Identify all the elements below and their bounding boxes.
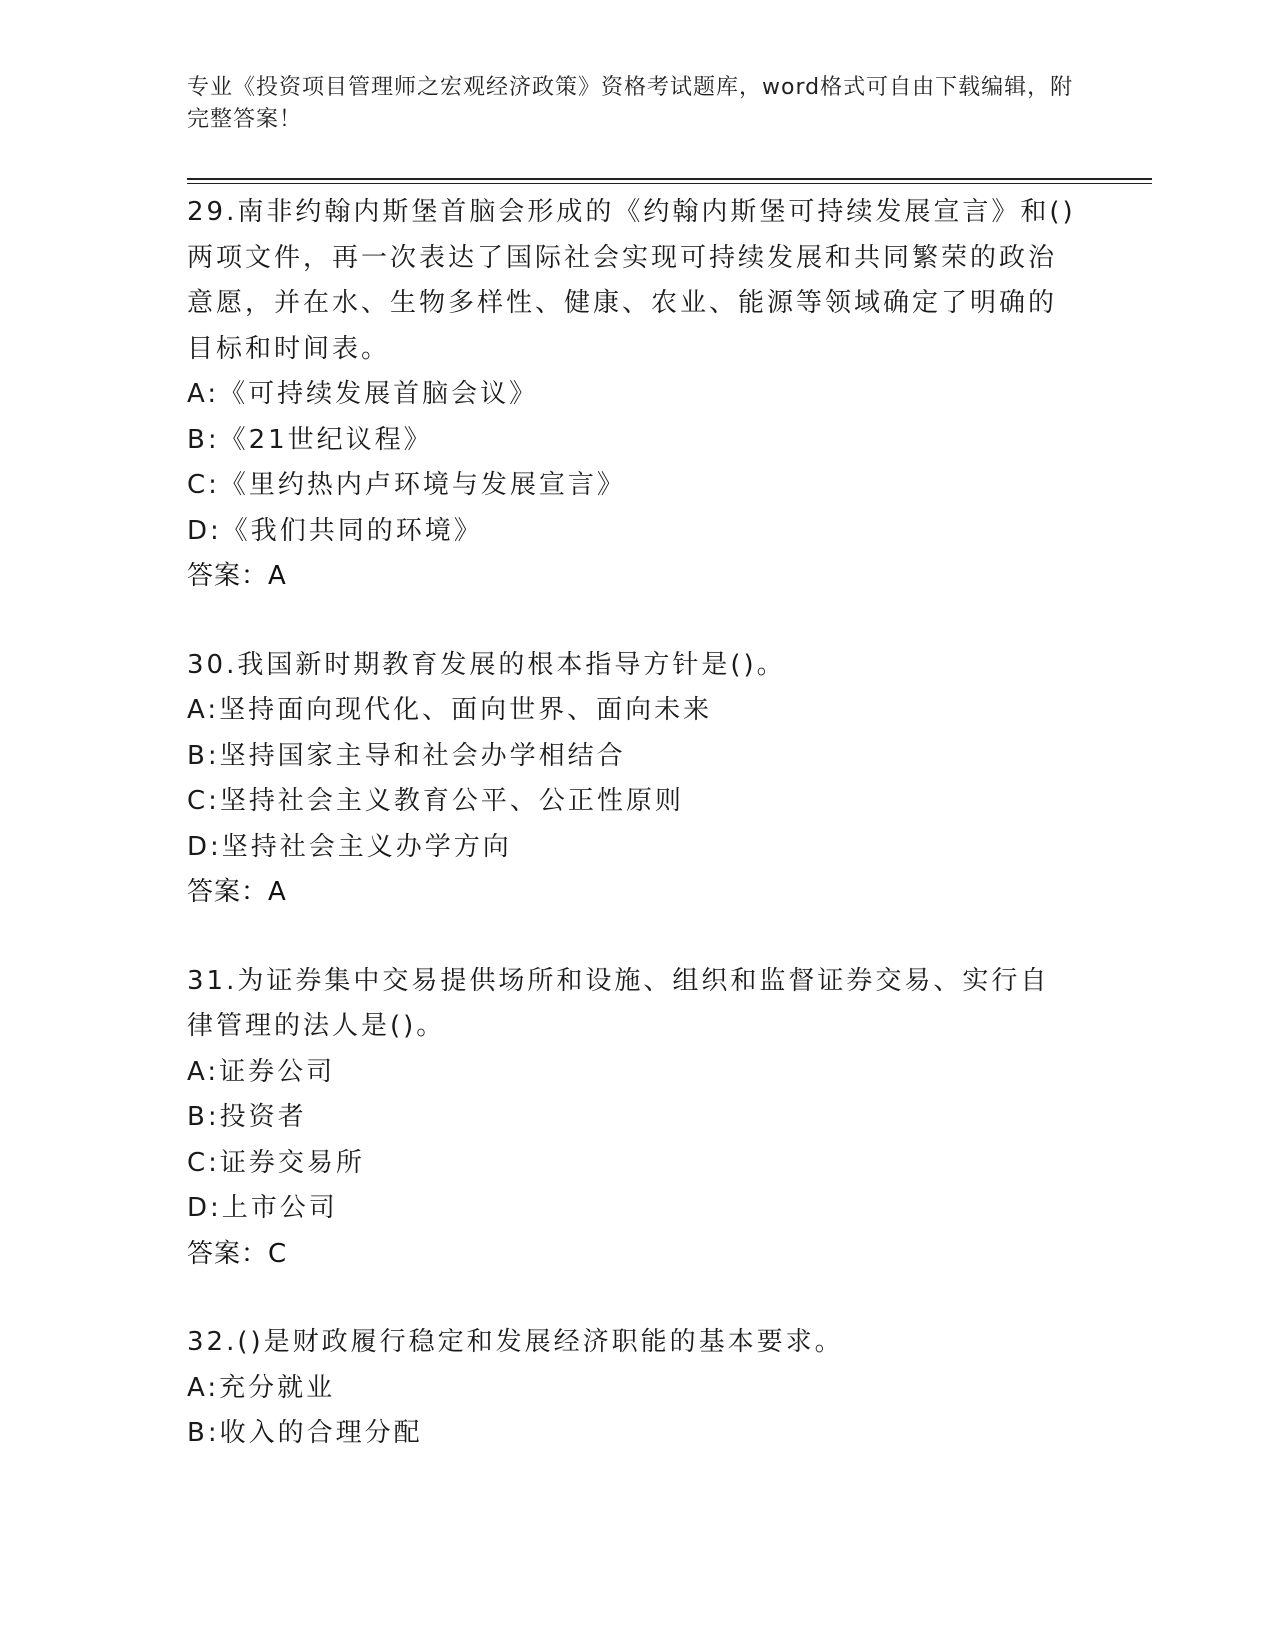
option-b: B:收入的合理分配 bbox=[187, 1418, 423, 1448]
option-c: C:证券交易所 bbox=[187, 1147, 365, 1178]
option-c: C:《里约热内卢环境与发展宣言》 bbox=[187, 470, 626, 500]
option-d: D:《我们共同的环境》 bbox=[187, 515, 483, 546]
answer-line: 答案：A bbox=[187, 877, 287, 907]
option-a: A:充分就业 bbox=[187, 1372, 336, 1403]
option-b: B:坚持国家主导和社会办学相结合 bbox=[187, 740, 626, 771]
option-c: C:坚持社会主义教育公平、公正性原则 bbox=[187, 786, 684, 816]
question-stem: 32.()是财政履行稳定和发展经济职能的基本要求。 bbox=[187, 1327, 844, 1357]
option-b: B:投资者 bbox=[187, 1102, 307, 1132]
option-a: A:坚持面向现代化、面向世界、面向未来 bbox=[187, 695, 713, 725]
option-d: D:上市公司 bbox=[187, 1193, 338, 1223]
question-31 bbox=[187, 959, 1077, 1278]
question-spacer bbox=[187, 600, 1077, 643]
option-a: A:证券公司 bbox=[187, 1056, 336, 1087]
question-32 bbox=[187, 1320, 1077, 1457]
question-spacer bbox=[187, 1277, 1077, 1320]
option-b: B:《21世纪议程》 bbox=[187, 424, 433, 455]
question-29 bbox=[187, 190, 1077, 600]
answer-line: 答案：A bbox=[187, 561, 287, 591]
header-divider bbox=[187, 178, 1152, 180]
question-spacer bbox=[187, 916, 1077, 959]
document-header: 专业《投资项目管理师之宏观经济政策》资格考试题库，word格式可自由下载编辑，附完整答案！ bbox=[187, 75, 1074, 132]
answer-line: 答案：C bbox=[187, 1238, 288, 1269]
option-d: D:坚持社会主义办学方向 bbox=[187, 831, 512, 862]
header-divider-thin bbox=[187, 183, 1152, 184]
question-30 bbox=[187, 643, 1077, 916]
question-stem: 31.为证券集中交易提供场所和设施、组织和监督证券交易、实行自律管理的法人是()。 bbox=[187, 965, 1050, 1041]
question-stem: 30.我国新时期教育发展的根本指导方针是()。 bbox=[187, 649, 786, 680]
question-list bbox=[187, 190, 1077, 1457]
option-a: A:《可持续发展首脑会议》 bbox=[187, 379, 539, 409]
question-stem: 29.南非约翰内斯堡首脑会形成的《约翰内斯堡可持续发展宣言》和()两项文件，再一次表达了国际社会实现可持续发展和共同繁荣的政治意愿，并在水、生物多样性、健康、农业、能源等领域确定了明确的目标和时间表。 bbox=[187, 197, 1076, 364]
